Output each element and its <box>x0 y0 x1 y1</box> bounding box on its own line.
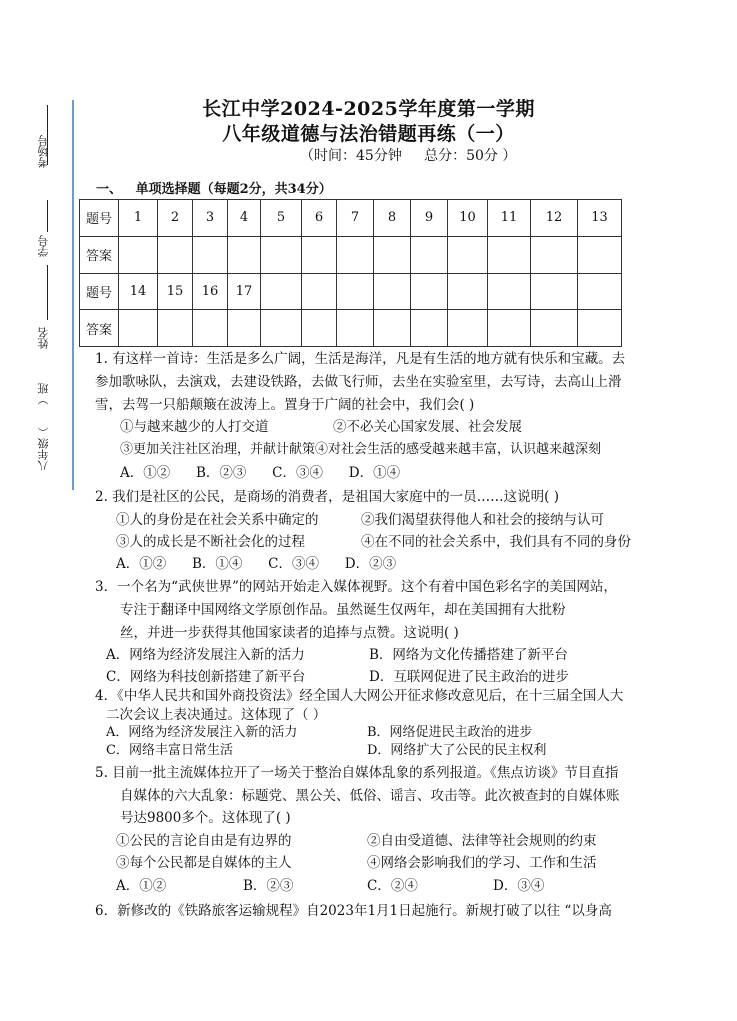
empty-cell <box>411 310 448 347</box>
empty-cell <box>488 310 531 347</box>
name-label: 姓名 <box>37 327 50 349</box>
question-5-choice: C．②④ <box>367 878 418 894</box>
question-5-line: 自媒体的六大乱象：标题党、黑公关、低俗、谣言、攻击等。此次被查封的自媒体账 <box>120 788 620 804</box>
page-subtitle: 八年级道德与法治错题再练（一） <box>222 123 515 145</box>
table-row <box>80 273 622 310</box>
answer-cell[interactable] <box>302 236 337 273</box>
question-number-cell: 16 <box>193 273 228 310</box>
question-1-option: ③更加关注社区治理，并献计献策④对社会生活的感受越来越丰富，认识越来越深刻 <box>120 442 602 457</box>
empty-cell <box>261 310 302 347</box>
question-number-cell: 17 <box>228 273 261 310</box>
empty-cell <box>411 273 448 310</box>
question-2-option: ③人的成长是不断社会化的过程 <box>116 534 305 550</box>
empty-cell <box>448 310 488 347</box>
question-5-option: ④网络会影响我们的学习、工作和生活 <box>367 855 597 871</box>
answer-table <box>79 199 622 347</box>
question-3-option: A．网络为经济发展注入新的活力 <box>106 647 305 663</box>
row-label: 答案 <box>80 236 119 273</box>
empty-cell <box>374 273 411 310</box>
question-2-choices: A．①② B．①④ C．③④ D．②③ <box>116 556 397 572</box>
binding-margin <box>38 105 64 495</box>
table-row <box>80 236 622 273</box>
question-4-option: C．网络丰富日常生活 <box>106 743 233 758</box>
question-4-line: 二次会议上表决通过。这体现了（ ） <box>106 707 327 723</box>
answer-cell[interactable] <box>119 310 158 347</box>
question-1-option: ①与越来越少的人打交道 <box>120 419 269 435</box>
question-4-option: B．网络促进民主政治的进步 <box>367 725 533 740</box>
question-number-cell: 3 <box>193 200 228 237</box>
empty-cell <box>578 310 622 347</box>
section-number: 一、 <box>96 182 123 197</box>
question-3-line: 丝，并进一步获得其他国家读者的追捧与点赞。这说明( ) <box>120 625 459 641</box>
question-number-cell: 2 <box>158 200 193 237</box>
question-number-cell: 15 <box>158 273 193 310</box>
question-number-cell: 9 <box>411 200 448 237</box>
question-number-cell: 11 <box>488 200 531 237</box>
empty-cell <box>531 273 578 310</box>
empty-cell <box>337 273 374 310</box>
question-5-option: ③每个公民都是自媒体的主人 <box>116 855 292 871</box>
question-number-cell: 12 <box>531 200 578 237</box>
exam-time-score: （时间：45分钟 总分：50分 ） <box>300 148 517 164</box>
binding-divider <box>72 100 74 490</box>
question-4-option: D．网络扩大了公民的民主权利 <box>367 743 547 758</box>
question-2-option: ④在不同的社会关系中，我们具有不同的身份 <box>361 534 631 550</box>
question-number-cell: 14 <box>119 273 158 310</box>
empty-cell <box>488 273 531 310</box>
question-4-option: A．网络为经济发展注入新的活力 <box>106 725 298 740</box>
name-line <box>47 265 48 320</box>
question-1-line: 雪，去驾一只船颠簸在波涛上。置身于广阔的社会中，我们会( ) <box>95 397 475 413</box>
question-number-cell: 6 <box>302 200 337 237</box>
empty-cell <box>374 310 411 347</box>
empty-cell <box>578 273 622 310</box>
answer-cell[interactable] <box>531 236 578 273</box>
question-1-option: ②不必关心国家发展、社会发展 <box>333 419 522 435</box>
answer-cell[interactable] <box>193 310 228 347</box>
question-1-choices: A．①② B．②③ C．③④ D．①④ <box>120 465 401 481</box>
row-label: 题号 <box>80 200 119 237</box>
question-5-choice: D．③④ <box>493 878 545 894</box>
student-number-label: 学号 <box>37 235 50 257</box>
answer-cell[interactable] <box>374 236 411 273</box>
exam-number-label: 考场号 <box>37 135 50 168</box>
question-2-option: ①人的身份是在社会关系中确定的 <box>116 512 319 528</box>
empty-cell <box>261 273 302 310</box>
answer-cell[interactable] <box>228 310 261 347</box>
question-2-option: ②我们渴望获得他人和社会的接纳与认可 <box>361 512 604 528</box>
question-1-line: 参加歌咏队，去演戏，去建设铁路，去做飞行师，去坐在实验室里，去写诗，去高山上滑 <box>95 374 622 390</box>
class-label: ）班 <box>37 383 50 405</box>
question-5-line: 号达9800多个。这体现了( ) <box>120 810 291 826</box>
question-number-cell: 13 <box>578 200 622 237</box>
empty-cell <box>302 310 337 347</box>
answer-cell[interactable] <box>578 236 622 273</box>
question-number-cell: 4 <box>228 200 261 237</box>
question-4-line: 4．《中华人民共和国外商投资法》经全国人大网公开征求修改意见后，在十三届全国人大 <box>95 688 624 704</box>
grade-label: 八年级（ <box>37 427 50 471</box>
question-number-cell: 1 <box>119 200 158 237</box>
row-label: 题号 <box>80 273 119 310</box>
question-number-cell: 5 <box>261 200 302 237</box>
page-title: 长江中学2024-2025学年度第一学期 <box>202 98 535 120</box>
empty-cell <box>302 273 337 310</box>
question-6-line: 6．新修改的《铁路旅客运输规程》自2023年1月1日起施行。新规打破了以往 “以身高 <box>95 903 612 919</box>
question-5-choice: B．②③ <box>243 878 294 894</box>
empty-cell <box>531 310 578 347</box>
question-3-option: C．网络为科技创新搭建了新平台 <box>106 669 306 685</box>
question-number-cell: 7 <box>337 200 374 237</box>
table-row <box>80 310 622 347</box>
answer-cell[interactable] <box>261 236 302 273</box>
answer-cell[interactable] <box>158 310 193 347</box>
question-5-option: ①公民的言论自由是有边界的 <box>116 833 292 849</box>
question-5-line: 5. 目前一批主流媒体拉开了一场关于整治自媒体乱象的系列报道。《焦点访谈》节目直指 <box>95 765 619 781</box>
answer-cell[interactable] <box>228 236 261 273</box>
question-number-cell: 10 <box>448 200 488 237</box>
section-heading <box>96 178 332 197</box>
answer-cell[interactable] <box>193 236 228 273</box>
question-3-line: 专注于翻译中国网络文学原创作品。虽然诞生仅两年，却在美国拥有大批粉 <box>120 602 566 618</box>
question-1-line: 1. 有这样一首诗：生活是多么广阔，生活是海洋，凡是有生活的地方就有快乐和宝藏。去 <box>95 351 626 367</box>
answer-cell[interactable] <box>488 236 531 273</box>
question-5-option: ②自由受道德、法律等社会规则的约束 <box>367 833 597 849</box>
question-3-option: B．网络为文化传播搭建了新平台 <box>369 647 568 663</box>
row-label: 答案 <box>80 310 119 347</box>
answer-cell[interactable] <box>119 236 158 273</box>
section-title: 单项选择题（每题2分，共34分） <box>135 182 332 197</box>
answer-cell[interactable] <box>411 236 448 273</box>
empty-cell <box>337 310 374 347</box>
question-3-option: D．互联网促进了民主政治的进步 <box>369 669 569 685</box>
empty-cell <box>448 273 488 310</box>
answer-cell[interactable] <box>158 236 193 273</box>
answer-cell[interactable] <box>337 236 374 273</box>
question-3-line: 3．一个名为“武侠世界”的网站开始走入媒体视野。这个有着中国色彩名字的美国网站， <box>95 579 617 595</box>
answer-cell[interactable] <box>448 236 488 273</box>
question-5-choice: A．①② <box>116 878 167 894</box>
question-number-cell: 8 <box>374 200 411 237</box>
student-number-line <box>47 200 48 232</box>
table-row <box>80 200 622 237</box>
question-2-line: 2. 我们是社区的公民，是商场的消费者，是祖国大家庭中的一员……这说明( ) <box>95 489 559 505</box>
